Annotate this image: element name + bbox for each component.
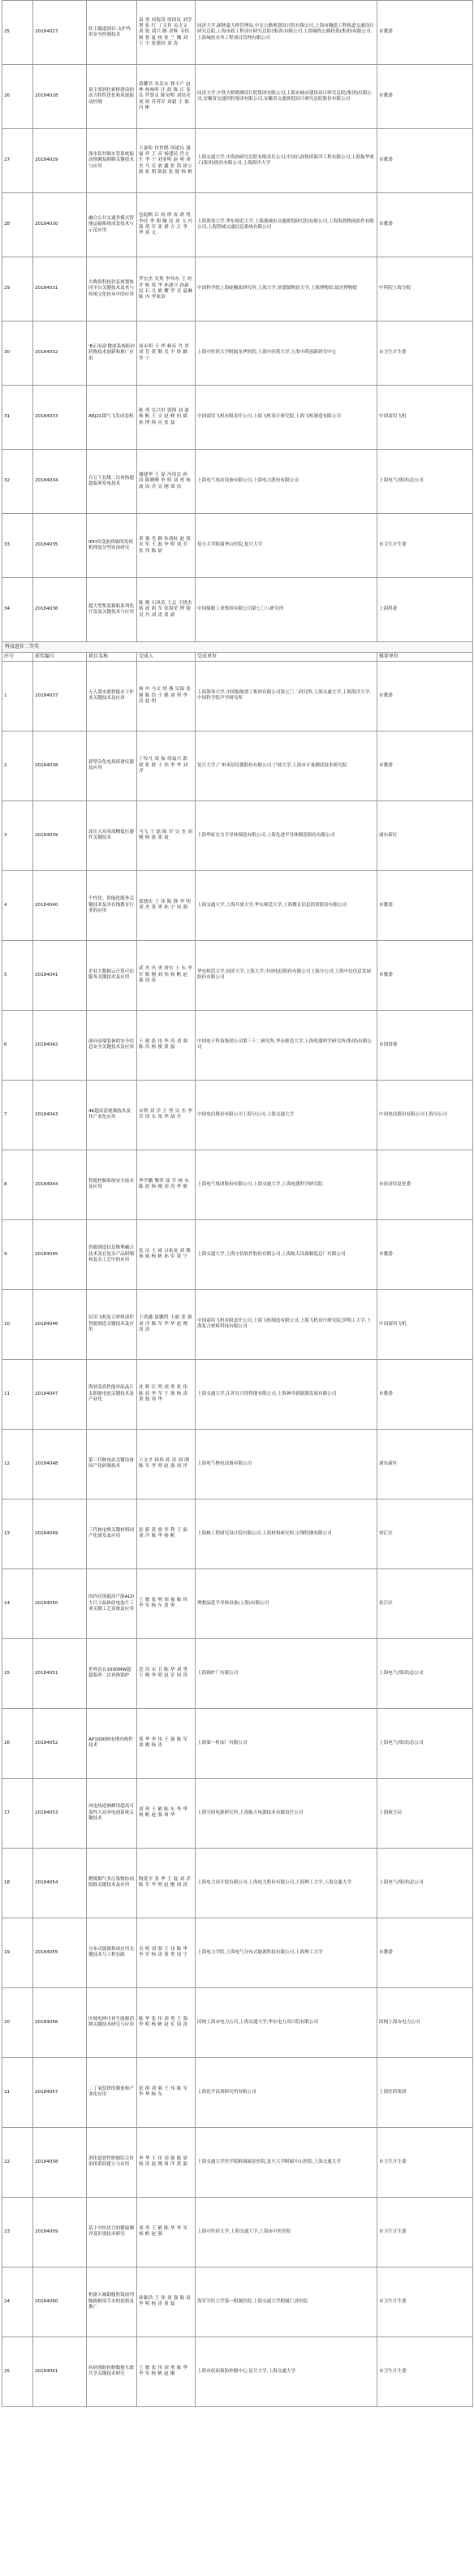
cell-recommender: 市教委 [377,1359,473,1429]
cell-recommender: 市教委 [377,870,473,940]
cell-people: 刘 勇 王 敏 陈 华 李 军 杨 帆 赵 强 [137,2197,196,2267]
cell-project: 软土隧道围岩-支护作用安全控制技术 [87,1,137,65]
cell-project: 4K超高清视频技术及其产业化应用 [87,1080,137,1150]
cell-seq: 2 [2,731,33,800]
cell-people: 杨 申 马文 胡 燕 吴保 张 强 陈 浩 王 健 刘 勇 李 涛 赵 明 [137,661,196,731]
table-row [2,1568,473,1638]
cell-seq: 1 [2,661,33,731]
cell-code: 20184043 [33,1080,87,1150]
cell-recommender: 上海电气(集团)总公司 [377,1708,473,1778]
award-table-section-second [2,642,473,662]
cell-units: 上海市疾病预防控制中心,复旦大学,上海交通大学 [196,2337,377,2406]
cell-seq: 25 [2,1,33,65]
table-row [2,870,473,940]
cell-units: 上海核工程研究设计院有限公司,上海材料研究所,宝钢特钢有限公司 [196,1499,377,1568]
cell-units: 华东师范大学,同济大学,上海大学,中国电信股份有限公司上海分公司,上海中信信息发展股份有限公司 [196,940,377,1010]
cell-people: 刘 勇 王 敏 陈 东 李 华 杨 帆 赵 强 周 华 [137,1778,196,1848]
cell-seq: 25 [2,2337,33,2406]
cell-units: 上海空间电源研究所,上海航天电源技术有限责任公司 [196,1778,377,1848]
cell-project: 世界首台1000MW超超临界二次再热锅炉 [87,1638,137,1708]
cell-recommender: 中国商用飞机 [377,1289,473,1359]
table-row [2,1359,473,1429]
cell-people: 陈 刚 石凤英 王志 王晓杰 蒋 波 胡 军 张海荣 博 弛 吴 丹 刘 涛 黄 新 [137,578,196,642]
cell-seq: 11 [2,1359,33,1429]
cell-seq: 23 [2,2197,33,2267]
table-row [2,1289,473,1359]
cell-recommender: 浦东新区 [377,1429,473,1499]
cell-project: 燃煤烟气多污染物协同脱除关键技术及应用 [87,1848,137,1918]
cell-people: 王文才 韩伟 孙 涛 刘 刚 陈 军 李 明 赵 强 周 洋 [137,1429,196,1499]
cell-code: 20184055 [33,1918,87,1987]
cell-code: 20184059 [33,2197,87,2267]
cell-project: 机器人辅助腹腔镜前列腺癌根治手术的创新及推广 [87,2267,137,2337]
section-title-row [2,642,473,653]
cell-project: 双主梁斜拉索桥建设的动力特性优化和风致振动控制 [87,65,137,129]
cell-people: 丁传凡 周 振 徐福兴 郭 斌 张 群 王 伟 李 华 刘 洋 [137,731,196,800]
cell-people: 王 敏 张 伟 刘 勇 陈 华 李 军 杨 帆 赵 刚 [137,2337,196,2406]
cell-recommender: 市教委 [377,940,473,1010]
cell-people: 王嘉松 付世晓 周建良 盛磊 祥 王 彦 杨建民 肖文生 李 宁 刘亚明 赵 明 周 杰 马 亮 俞 鑫 张 海 徐立新 张 朝 陈晨 张 健 杨 帆 [137,129,196,193]
cell-units: 上海电力设计院有限公司,上海电力股份有限公司,上海理工大学,上海交通大学 [196,1848,377,1918]
cell-people: 罗宏杰 吴隽 李伟东 王 婷 许 栋 郑 华 孙建兴 孙新民 石 凡 熊 樱 罗 亮 夏琳 陈 冉 李家治 [137,257,196,321]
table-row [2,1010,473,1080]
cell-units: 上海交通大学,上海宝信软件股份有限公司,上海航天设备制造总厂有限公司 [196,1219,377,1289]
cell-code: 20184035 [33,514,87,578]
table-row [2,1848,473,1918]
cell-units: 上海电力学院,上海电气分布式能源科技有限公司,上海理工大学 [196,1918,377,1987]
cell-units: 复旦大学,广州禾信仪器股份有限公司,宁波大学,上海市计量测试技术研究院 [196,731,377,800]
cell-code: 20184061 [33,2337,87,2406]
cell-people: 郑 华 李 伟 王 强 陈 军 刘 刚 杨 涛 [137,1708,196,1778]
cell-recommender: 市教委 [377,1918,473,1987]
cell-recommender: 上海电气(集团)总公司 [377,1638,473,1708]
cell-recommender: 市卫生计生委 [377,2127,473,2197]
table-row [2,1150,473,1219]
cell-people: 葛耀君 朱乐东 曹丰产 赵 林 杨咏昕 汪 政 陈 江 张 弘 罗贤贞 陈昊明 刘洪亮 刘 颂 乔苏军 刘毅 王 源 冯 彬 [137,65,196,129]
cell-people: 陶爱平 张 华 王 磊 刘 洋 陈 军 李 明 赵 刚 周 涛 [137,1848,196,1918]
cell-units: 上海交通大学,江苏宜兴得得能有限公司,上海神舟新能源发展有限公司 [196,1359,377,1429]
cell-units: 国网上海市电力公司,上海交通大学,华东电力设计院有限公司 [196,1987,377,2057]
cell-code: 20184041 [33,940,87,1010]
cell-seq: 8 [2,1150,33,1219]
cell-people: 沈 辉 汪 明 刘 勇 张 伟 陈 晨 李 军 王 强 杨 涛 黄 磊 周 华 [137,1359,196,1429]
cell-project: 企业大数据云计算可信服务关键技术及应用 [87,940,137,1010]
cell-units: 中国商用飞机有限责任公司,上海飞机设计研究院,上海飞机制造有限公司 [196,386,377,450]
cell-project: 国内首创超高产能ALD大尺寸晶体硅电池片工业关键工艺设备及应用 [87,1568,137,1638]
cell-recommender: 上海电气(集团)总公司 [377,1848,473,1918]
cell-code: 20184036 [33,578,87,642]
cell-project: 三代核电堆关键材料国产化研发及应用 [87,1499,137,1568]
cell-project: 智能控制系统安全技术及应用 [87,1150,137,1219]
cell-seq: 4 [2,870,33,940]
cell-seq: 16 [2,1708,33,1778]
cell-units: 同济大学,湖秋蔓大桥管理局,中交公路规划设计院有限公司,上海市隧道工程轨道交通设计研究总院,上海市政工程设计研究总院(集团)有限公司,上海城投公路投资(集团)有限公司,上海城投水务工程项目管理有限公司 [196,1,377,65]
cell-project: 古陶瓷科技信息规划协同平台关键技术及其与传统文化传承中的应用 [87,257,137,321]
table-row [2,129,473,193]
cell-code: 20184044 [33,1150,87,1219]
header-seq: 序号 [2,652,33,661]
cell-project: 超大型集装箱船系列化开发及关键技术与应用 [87,578,137,642]
cell-project: 新型杂化电场质谱仪器及应用 [87,731,137,800]
cell-units: 上海华虹宏力半导体制造有限公司,上海先进半导体制造股份有限公司 [196,800,377,870]
cell-project: 风电场逆调峰用超高可靠性大功率电池系统关键技术 [87,1778,137,1848]
cell-recommender: 上海医药集团 [377,2057,473,2127]
cell-recommender: 徐汇区 [377,1499,473,1568]
cell-people: 武 杰 冯 勇 唐宏 王 东 李 军 陈 刚 刘 伟 杨 帆 赵 强 周 涛 [137,940,196,1010]
table-row [2,940,473,1010]
cell-units: 上海中医药大学,上海交通大学,上海市中医医院 [196,2197,377,2267]
cell-code: 20184032 [33,321,87,386]
table-header-row [2,652,473,661]
cell-project: AP1000核电堆内构件技术 [87,1708,137,1778]
cell-recommender: 市教委 [377,731,473,800]
cell-seq: 15 [2,1638,33,1708]
cell-seq: 6 [2,1010,33,1080]
table-row [2,2337,473,2406]
cell-units: 上海交通大学,中海油研究总院有限责任公司,中国石油集团海洋工程有限公司,上海振华重工(集团)股份有限公司,上海海洋大学 [196,129,377,193]
cell-recommender: 市教委 [377,129,473,193]
header-units: 完成单位 [196,652,377,661]
cell-units: 中国电信股份有限公司上海分公司,上海交通大学 [196,1080,377,1150]
cell-recommender: 松江区 [377,1568,473,1638]
cell-recommender: 上海科委 [377,578,473,642]
cell-people: 袁 勇 周海涛 徐国民 刘学增 张 红 丁文其 吴吉文 刘 锐 刘兴 路 余辉 韦伟 杨 鲁 夏 杨 张 兰 魏 刘 王 宇 张建国 刘 涛 [137,1,196,65]
cell-people: 郑骁庆 王 伟 陈 静 李 明 刘 杰 黄 勇 孙 宁 周 强 [137,870,196,940]
table-row [2,257,473,321]
cell-people: 马飞 王 磊 陈 军 吴 杰 刘 刚 杨 波 张 震 [137,800,196,870]
cell-units: 中国商用飞机有限责任公司,上海飞机制造有限公司,上海飞机设计研究院,伊明工大学,上海复合材料科技有限公司 [196,1289,377,1359]
cell-people: 孙颖浩 王 伟 刘 强 陈 晨 李 明 杨 涛 黄 磊 [137,2267,196,2337]
cell-seq: 31 [2,386,33,450]
cell-people: 张 群 刘 强 王 伟 陈 军 李 华 杨 东 [137,2057,196,2127]
cell-code: 20184034 [33,450,87,514]
cell-project: 分布式能源集成应用关键技术与工程实践 [87,1918,137,1987]
cell-seq: 13 [2,1499,33,1568]
cell-units: 上海中医药大学附属龙华医院,上海中医药大学,上海中药创新研究中心 [196,321,377,386]
cell-units: 同济大学,中铁大桥勘测设计院集团有限公司,上海市城市建设设计研究总院(集团)有限公司,安徽省交通控股集团有限公司,安徽省交通规划设计研究总院股份有限公司 [196,65,377,129]
cell-code: 20184053 [33,1778,87,1848]
cell-recommender: 中国电信股份有限公司上海分公司 [377,1080,473,1150]
cell-recommender: 市卫生计生委 [377,2267,473,2337]
cell-code: 20184058 [33,2127,87,2197]
cell-units: 上海电气核电设备有限公司 [196,1429,377,1499]
cell-recommender: 市卫生计生委 [377,514,473,578]
cell-project: 消化道恶性肿瘤综合诊治体系的建立与应用 [87,2127,137,2197]
cell-code: 20184029 [33,129,87,193]
cell-recommender: 市教委 [377,661,473,731]
cell-seq: 22 [2,2127,33,2197]
cell-units: 理想晶延半导体设备(上海)有限公司 [196,1568,377,1638]
cell-code: 20184031 [33,257,87,321]
section-title: 科技进步二等奖 [2,642,473,653]
table-row [2,1778,473,1848]
cell-code: 20184039 [33,800,87,870]
cell-people: 谢建华 王 磊 冯伟忠 孙 涛 陈晓峰 李 明 刘 勇 杨 波 周 洋 吴 刚 郑 浩 [137,450,196,514]
cell-code: 20184048 [33,1429,87,1499]
cell-code: 20184040 [33,870,87,940]
cell-recommender: 市国资委 [377,1010,473,1080]
cell-code: 20184027 [33,1,87,65]
cell-units: 中国电子科技集团公司第三十二研究所,华东师范大学,上海电器科学研究所(集团)有限公司 [196,1010,377,1080]
cell-project: 第三代核电站关键设备国产化研制技术 [87,1429,137,1499]
table-row [2,321,473,386]
cell-project: '8正治南'微创系统防治药物技术创新和推广应用 [87,321,137,386]
cell-project: 百万千瓦级二次再热超超临界发电技术 [87,450,137,514]
cell-seq: 33 [2,514,33,578]
cell-seq: 27 [2,129,33,193]
cell-units: 上海海事大学,中国船舶重工集团有限公司第七〇二研究所,上海交通大学,上海海洋大学,中国科学院声学研究所 [196,661,377,731]
cell-units: 上海化学试剂研究所有限公司 [196,2057,377,2127]
award-table-first-block [2,1,473,642]
cell-code: 20184057 [33,2057,87,2127]
cell-seq: 12 [2,1429,33,1499]
cell-seq: 21 [2,2057,33,2127]
cell-seq: 28 [2,193,33,257]
cell-project: 二丁氧钛铁的制备和产业化应用 [87,2057,137,2127]
table-row [2,2127,473,2197]
cell-seq: 17 [2,1778,33,1848]
cell-project: 融合公共交通多模式智能运输系统成套技术与示范应用 [87,193,137,257]
cell-project: ARJ21锚气飞发成套机 [87,386,137,450]
cell-seq: 9 [2,1219,33,1289]
cell-code: 20184033 [33,386,87,450]
cell-code: 20184049 [33,1499,87,1568]
cell-code: 20184060 [33,2267,87,2337]
cell-recommender: 市教委 [377,1,473,65]
cell-recommender: 上海电气(集团)总公司 [377,450,473,514]
cell-code: 20184054 [33,1848,87,1918]
table-row [2,661,473,731]
cell-code: 20184037 [33,661,87,731]
cell-seq: 29 [2,257,33,321]
header-people: 完成人 [137,652,196,661]
cell-code: 20184052 [33,1708,87,1778]
table-row [2,1708,473,1778]
cell-recommender: 中科院上海分院 [377,257,473,321]
cell-seq: 34 [2,578,33,642]
cell-units: 上海锅炉厂有限公司 [196,1638,377,1708]
header-project: 项目名称 [87,652,137,661]
cell-seq: 26 [2,65,33,129]
cell-code: 20184051 [33,1638,87,1708]
cell-recommender: 中国商用飞机 [377,386,473,450]
cell-recommender: 市卫生计生委 [377,2197,473,2267]
cell-project: 无人潜水器智能水下作业关键技术及应用 [87,661,137,731]
cell-seq: 32 [2,450,33,514]
cell-units: 上海交通大学,上海开放大学,华东师范大学,上海教育信息投资股份有限公司 [196,870,377,940]
table-row [2,193,473,257]
cell-people: 华学鹏 黎荣 徐 军 杨 东 陈 晨 杨 刚 刘 涛 李 敏 [137,1150,196,1219]
table-row [2,1,473,65]
cell-seq: 30 [2,321,33,386]
table-row [2,2197,473,2267]
header-code: 获奖编号 [33,652,87,661]
cell-recommender: 市经济信息化委 [377,1150,473,1219]
cell-project: 疾病预防控制数据互联共享关键技术研究 [87,2337,137,2406]
cell-units: 海军军医大学第一附属医院,上海交通大学附属仁济医院 [196,2267,377,2337]
cell-units: 上海电气电站设备有限公司,上海电力股份有限公司 [196,450,377,514]
cell-recommender: 上海航天局 [377,1778,473,1848]
table-row [2,731,473,800]
cell-project: 智能制造信息物理融合技术及在复杂产品研制和复杂工艺中的应用 [87,1219,137,1289]
cell-code: 20184030 [33,193,87,257]
cell-project: IDH突变胶质瘤的发病机理及分型诊治研究 [87,514,137,578]
cell-seq: 7 [2,1080,33,1150]
cell-code: 20184046 [33,1289,87,1359]
cell-recommender: 市教委 [377,65,473,129]
table-row [2,1219,473,1289]
table-row [2,514,473,578]
cell-people: 王鸿鑫 夏鹏鸣 王毅 张 强 刘 洋 陈 军 李 华 赵 刚 周 涛 [137,1289,196,1359]
cell-project: 民用飞机复合材料部件智能制造关键技术及应用 [87,1289,137,1359]
cell-code: 20184047 [33,1359,87,1429]
cell-people: 张 洁 王 琦 吕佑龙 刘 敏 秦 威 杨 帆 孙 军 黄 宁 [137,1219,196,1289]
table-row [2,1080,473,1150]
header-recommender: 推荐单位 [377,652,473,661]
cell-recommender: 市卫生计生委 [377,2337,473,2406]
cell-people: 范 浩 宋 卫 陈 华 刘 勇 王 刚 李 明 赵 军 周 涛 [137,1638,196,1708]
cell-project: 深水钻井隔水管系统振动预测及抑制关键技术与应用 [87,129,137,193]
cell-seq: 24 [2,2267,33,2337]
cell-code: 20184045 [33,1219,87,1289]
cell-seq: 5 [2,940,33,1010]
award-table-second-block [2,661,473,2406]
cell-recommender: 市教委 [377,1219,473,1289]
table-row [2,2267,473,2337]
cell-people: 陈 勇 吴兴世 郭锋 刘 波 杨 帆 王 文 赵 峰 何 斌 孙 博 韩 亮 张 磊 [137,386,196,450]
cell-people: 包起帆 江 雨 廖 寅 俞 悦 李佳 李 翔 鲍 涛 刘 飞 冯 强 胡 军 张 群 方 正 李 华 黄 文 [137,193,196,257]
table-row [2,65,473,129]
cell-units: 上海海事大学,华东师范大学,上海港城市交通规划研究院有限公司,上海海勃物流软件有限公司,上海智城交通信息系统有限公司 [196,193,377,257]
cell-units: 上海第一机床厂有限公司 [196,1708,377,1778]
cell-seq: 14 [2,1568,33,1638]
cell-units: 复旦大学附属华山医院,复旦大学 [196,514,377,578]
cell-project: 个性化、智能化服务关键技术及其在线教育行业的应用 [87,870,137,940]
award-table [2,0,473,2407]
table-row [2,450,473,514]
cell-recommender: 浦东新区 [377,800,473,870]
cell-units: 中国科学院上海硅酸盐研究所,上海大学,景德镇陶瓷大学,上海博物馆,故宫博物院 [196,257,377,321]
cell-people: 周永明 王 华 杨乐 肖 晋 刘 芳 黄 勤 吴 平 徐 颖 罗 宁 [137,321,196,386]
cell-project: 面向高端装备的安全信息安全关键技术及应用 [87,1010,137,1080]
cell-people: 黄 强 毛 颖 朱剑虹 赵 凯 宋 军 王 磊 李 明 刘 芳 张 伟 陈 晨 [137,514,196,578]
cell-people: 李 华 王 伟 刘 强 陈 晨 杨 涛 赵 刚 周 洋 黄 磊 [137,2127,196,2197]
cell-seq: 19 [2,1918,33,1987]
cell-project: 区域电网可再生能源消纳关键技术研究与应用 [87,1987,137,2057]
table-row [2,1429,473,1499]
cell-people: 宋利 刘 洋 王 坚 吴 杰 李 军 徐 东 郑 华 胡 丹 [137,1080,196,1150]
cell-seq: 3 [2,800,33,870]
cell-code: 20184038 [33,731,87,800]
table-row [2,1987,473,2057]
cell-code: 20184042 [33,1010,87,1080]
cell-seq: 18 [2,1848,33,1918]
cell-people: 王 敏 张 伟 李 涛 刘 强 陈 浩 杨 俊 黄 磊 [137,1010,196,1080]
cell-people: 吴 明 刘 强 王 伟 陈 华 李 军 杨 涛 黄 勇 周 宁 [137,1918,196,1987]
table-row [2,800,473,870]
cell-seq: 20 [2,1987,33,2057]
table-row [2,1638,473,1708]
cell-code: 20184050 [33,1568,87,1638]
cell-recommender: 市卫生计生委 [377,321,473,386]
cell-units: 上海交通大学医学院附属瑞金医院,复旦大学附属中山医院,上海交通大学 [196,2127,377,2197]
cell-recommender: 市教委 [377,193,473,257]
table-row [2,578,473,642]
cell-units: 中国船舶工业集团有限公司第七〇八研究所 [196,578,377,642]
cell-code: 20184028 [33,65,87,129]
cell-people: 张 新 黄 骁 李 利 王 磊 刘 洋 陈 华 杨 帆 [137,1499,196,1568]
cell-project: 基于中医语言的健康测评及识别技术研究 [87,2197,137,2267]
cell-seq: 10 [2,1289,33,1359]
table-row [2,1499,473,1568]
table-row [2,2057,473,2127]
table-row [2,386,473,450]
cell-code: 20184056 [33,1987,87,2057]
cell-units: 上海电气集团股份有限公司,上海交通大学,上海电器科学研究院 [196,1150,377,1219]
cell-people: 王 敏 张 明 刘 强 陈 伟 李 军 杨 东 黄 勇 [137,1568,196,1638]
cell-people: 陈 华 张 伟 刘 勇 王 强 李 明 杨 帆 赵 军 周 涛 [137,1987,196,2057]
cell-recommender: 国网上海市电力公司 [377,1987,473,2057]
table-row [2,1918,473,1987]
cell-project: 海效基高性能单硅晶片太阳能电池关键技术及产业化 [87,1359,137,1429]
cell-project: 高压大功率深槽低压器件关键技术 [87,800,137,870]
